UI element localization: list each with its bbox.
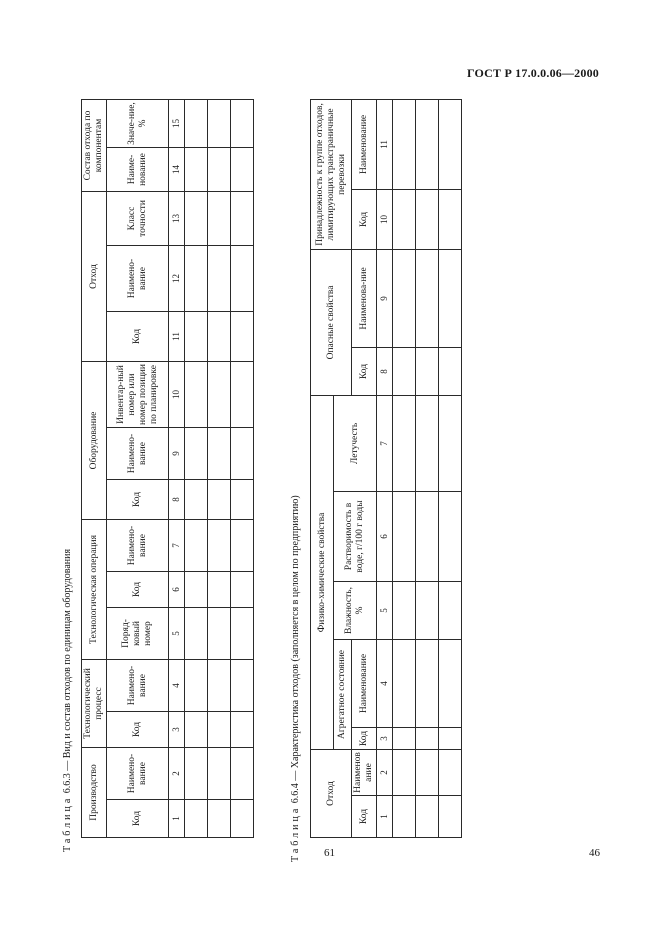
table1-empty-row [231, 100, 254, 838]
table2-num-10: 10 [377, 189, 393, 249]
table2-empty-row [439, 99, 462, 837]
table1-group-tech-operation: Технологическая операция [82, 520, 107, 660]
table2-empty-row [393, 99, 416, 837]
table2-caption-title: — Характеристика отходов (заполняется в целом по предприятию) [290, 495, 301, 781]
table1-col-6: Код [107, 572, 169, 608]
table1-caption-title: — Вид и состав отходов по единицам оборудования [62, 548, 73, 771]
table1-wrapper [81, 99, 254, 838]
table2-num-3: 3 [377, 728, 393, 750]
table2-empty-row [416, 99, 439, 837]
table2-wrapper [310, 99, 462, 838]
table1-num-5: 5 [169, 608, 185, 660]
table2-num-4: 4 [377, 640, 393, 728]
table2-col-1: Код [352, 796, 377, 838]
table2-group-aggregate: Агрегатное состояние [334, 640, 352, 750]
table1-col-2: Наимено-вание [107, 748, 169, 800]
table1-col-15: Значе-ние, % [107, 100, 169, 148]
table1-num-15: 15 [169, 100, 185, 148]
table1-col-7: Наимено-вание [107, 520, 169, 572]
page-number-right: 46 [589, 847, 600, 859]
table2-col-3: Код [352, 728, 377, 750]
table2-col-11: Наименование [352, 99, 377, 189]
page-number-left: 61 [324, 847, 335, 859]
table1-col-8: Код [107, 480, 169, 520]
table2-group-physchem: Физико-химические свойства [311, 395, 334, 749]
table2-col-2: Наименование [352, 750, 377, 796]
table2-num-8: 8 [377, 347, 393, 395]
table2-num-1: 1 [377, 796, 393, 838]
table1-caption-number: 6.6.3 [62, 773, 73, 794]
table1-empty-row [208, 100, 231, 838]
table1-num-8: 8 [169, 480, 185, 520]
table1-num-7: 7 [169, 520, 185, 572]
table1-col-13: Класс точности [107, 192, 169, 246]
table1-num-10: 10 [169, 362, 185, 428]
table1-num-9: 9 [169, 428, 185, 480]
table1-num-11: 11 [169, 312, 185, 362]
table1-col-3: Код [107, 712, 169, 748]
table1-group-tech-process: Технологический процесс [82, 660, 107, 748]
table1-col-1: Код [107, 800, 169, 838]
table2-caption [290, 495, 301, 862]
table1-group-waste: Отход [82, 192, 107, 362]
table1-num-2: 2 [169, 748, 185, 800]
standard-header: ГОСТ Р 17.0.0.06—2000 [466, 66, 599, 80]
table1-num-1: 1 [169, 800, 185, 838]
table2-col-4: Наименование [352, 640, 377, 728]
table2-col-5: Влажность, % [334, 582, 377, 640]
table1-group-composition: Состав отхода по компонентам [82, 100, 107, 192]
table1-caption-word: Таблица [62, 795, 73, 852]
table1-col-10: Инвентар-ный номер или номер позиции по планировке [107, 362, 169, 428]
table2-num-9: 9 [377, 249, 393, 347]
table2-group-transbound: Принадлежность к группе отходов, лимитирующих трансграничные перевозки [311, 99, 352, 249]
table2-col-8: Код [352, 347, 377, 395]
table1-col-14: Наиме-нование [107, 148, 169, 192]
table1-col-12: Наимено-вание [107, 246, 169, 312]
table1-col-11: Код [107, 312, 169, 362]
table2-col-6: Растворимость в воде, г/100 г воды [334, 492, 377, 582]
table2-caption-number: 6.6.4 [290, 783, 301, 804]
table2-num-11: 11 [377, 99, 393, 189]
table1-num-4: 4 [169, 660, 185, 712]
table2-group-dangerous: Опасные свойства [311, 249, 352, 395]
table1-caption [62, 549, 73, 852]
table1-num-3: 3 [169, 712, 185, 748]
table2-num-6: 6 [377, 492, 393, 582]
table1-col-4: Наимено-вание [107, 660, 169, 712]
table1-group-production: Производство [82, 748, 107, 838]
table1-col-5: Поряд-ковый номер [107, 608, 169, 660]
table1-group-equipment: Оборудование [82, 362, 107, 520]
table1-num-13: 13 [169, 192, 185, 246]
table2-col-10: Код [352, 189, 377, 249]
table1-num-6: 6 [169, 572, 185, 608]
table2-group-waste: Отход [311, 750, 352, 838]
table2 [310, 99, 462, 838]
table2-num-5: 5 [377, 582, 393, 640]
table2-col-7: Летучесть [334, 395, 377, 491]
table1-empty-row [185, 100, 208, 838]
table1-number-row [169, 100, 185, 838]
table2-caption-word: Таблица [290, 805, 301, 862]
table2-num-7: 7 [377, 395, 393, 491]
table2-num-2: 2 [377, 750, 393, 796]
table1-num-14: 14 [169, 148, 185, 192]
table1-col-9: Наимено-вание [107, 428, 169, 480]
table2-col-9: Наименова-ние [352, 249, 377, 347]
table2-number-row [377, 99, 393, 837]
table1 [81, 99, 254, 838]
table1-num-12: 12 [169, 246, 185, 312]
